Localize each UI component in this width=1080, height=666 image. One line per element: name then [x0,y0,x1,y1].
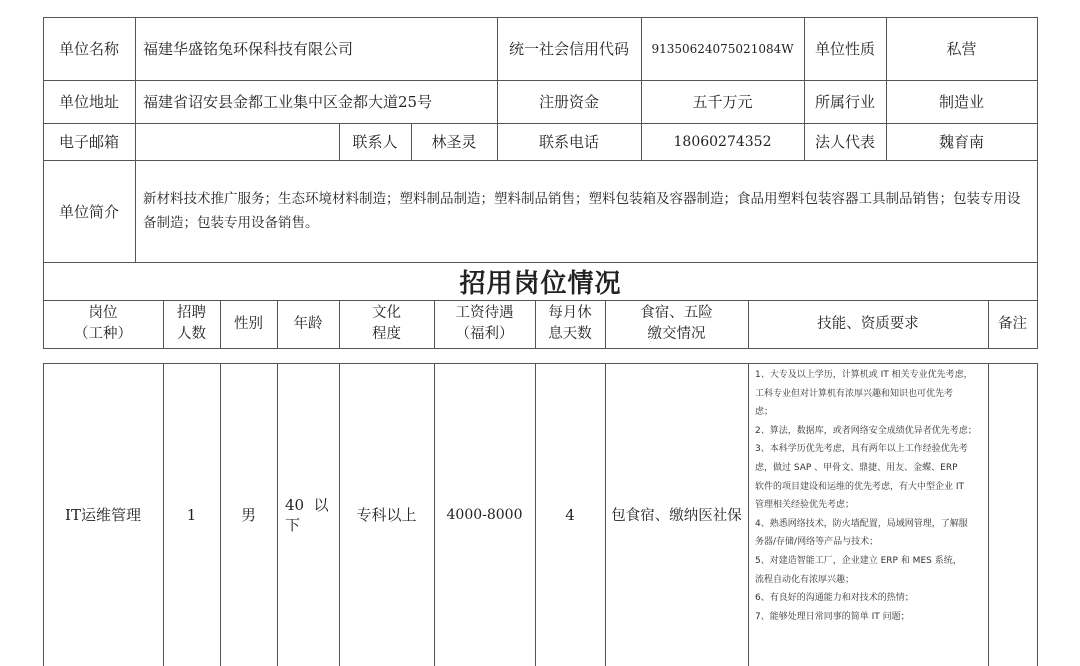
job-requirements [755,366,985,626]
requirement-line: 2、算法，数据库，或者网络安全成绩优异者优先考虑； [755,425,977,436]
job-remarks [988,363,1037,666]
header-rest-days: 每月休 息天数 [548,305,592,342]
registered-capital-value: 五千万元 [692,93,753,111]
job-rest-days: 4 [565,505,575,524]
credit-code-value: 91350624075021084W [651,41,794,56]
requirement-line: 软件的项目建设和运维的优先考虑，有大中型企业 IT [755,481,965,492]
company-name-value: 福建华盛铭兔环保科技有限公司 [143,40,354,58]
company-nature-label: 单位性质 [814,40,875,58]
industry-value: 制造业 [938,93,984,111]
job-age: 40 以 下 [285,495,329,534]
company-name-label: 单位名称 [58,40,119,58]
legal-representative-value: 魏育南 [938,133,984,151]
requirement-line: 虑，做过 SAP 、甲骨文、鼎捷、用友、金蝶、ERP [755,462,958,473]
credit-code-label: 统一社会信用代码 [508,40,629,58]
header-position: 岗位 （工种） [74,305,132,342]
contact-person-label: 联系人 [352,133,398,151]
header-education: 文化 程度 [372,305,401,342]
requirement-line: 5、对建造智能工厂，企业建立 ERP 和 MES 系统， [755,555,962,566]
company-intro-label: 单位简介 [58,202,119,221]
company-address-value: 福建省诏安县金都工业集中区金都大道25号 [143,93,433,111]
legal-representative-label: 法人代表 [814,133,875,151]
email-value [135,123,339,160]
header-salary: 工资待遇 （福利） [455,305,514,342]
header-age: 年龄 [293,315,323,332]
requirement-line: 6、有良好的沟通能力和对技术的热情； [755,593,914,604]
requirement-line: 7、能够处理日常同事的简单 IT 问题； [755,611,910,622]
table-line [43,160,1038,161]
job-salary: 4000-8000 [446,506,523,523]
company-address-label: 单位地址 [58,93,119,111]
company-nature-value: 私营 [946,40,977,58]
requirement-line: 虑； [755,407,774,418]
table-line [43,348,1038,349]
contact-person-value: 林圣灵 [431,133,477,151]
table-line [748,363,749,666]
job-gender: 男 [240,506,256,524]
job-education: 专科以上 [356,506,417,524]
requirement-line: 1、大专及以上学历，计算机或 IT 相关专业优先考虑， [755,370,973,380]
header-count: 招聘 人数 [177,305,206,342]
requirement-line: 管理相关经验优先考虑； [755,500,855,511]
requirement-line: 工科专业但对计算机有浓厚兴趣和知识也可优先考 [755,388,954,399]
company-intro-text: 新材料技术推广服务；生态环境材料制造；塑料制品制造；塑料制品销售；塑料包装箱及容器制造；食品用塑料包装容器工具制品销售；包装专用设备制造；包装专用设备销售。 [143,191,1021,231]
table-line [1037,363,1038,666]
header-remarks: 备注 [998,315,1027,332]
requirement-line: 3、本科学历优先考虑，具有两年以上工作经验优先考 [755,444,968,455]
header-requirements: 技能、资质要求 [817,315,919,332]
contact-phone-value: 18060274352 [673,133,772,150]
email-label: 电子邮箱 [58,133,119,151]
registered-capital-label: 注册资金 [538,93,599,111]
industry-label: 所属行业 [814,93,875,111]
contact-phone-label: 联系电话 [538,133,599,151]
requirement-line: 务器/存储/网络等产品与技术； [755,537,879,548]
jobs-section-title: 招用岗位情况 [459,268,622,299]
requirement-line: 流程自动化有浓厚兴趣； [755,574,855,585]
header-benefits: 食宿、五险 缴交情况 [640,305,713,342]
job-position: IT运维管理 [65,506,141,524]
job-count: 1 [186,505,197,524]
header-gender: 性别 [234,315,263,332]
job-benefits: 包食宿、缴纳医社保 [611,508,742,524]
requirement-line: 4、熟悉网络技术，防火墙配置，局域网管理，了解服 [755,518,968,529]
